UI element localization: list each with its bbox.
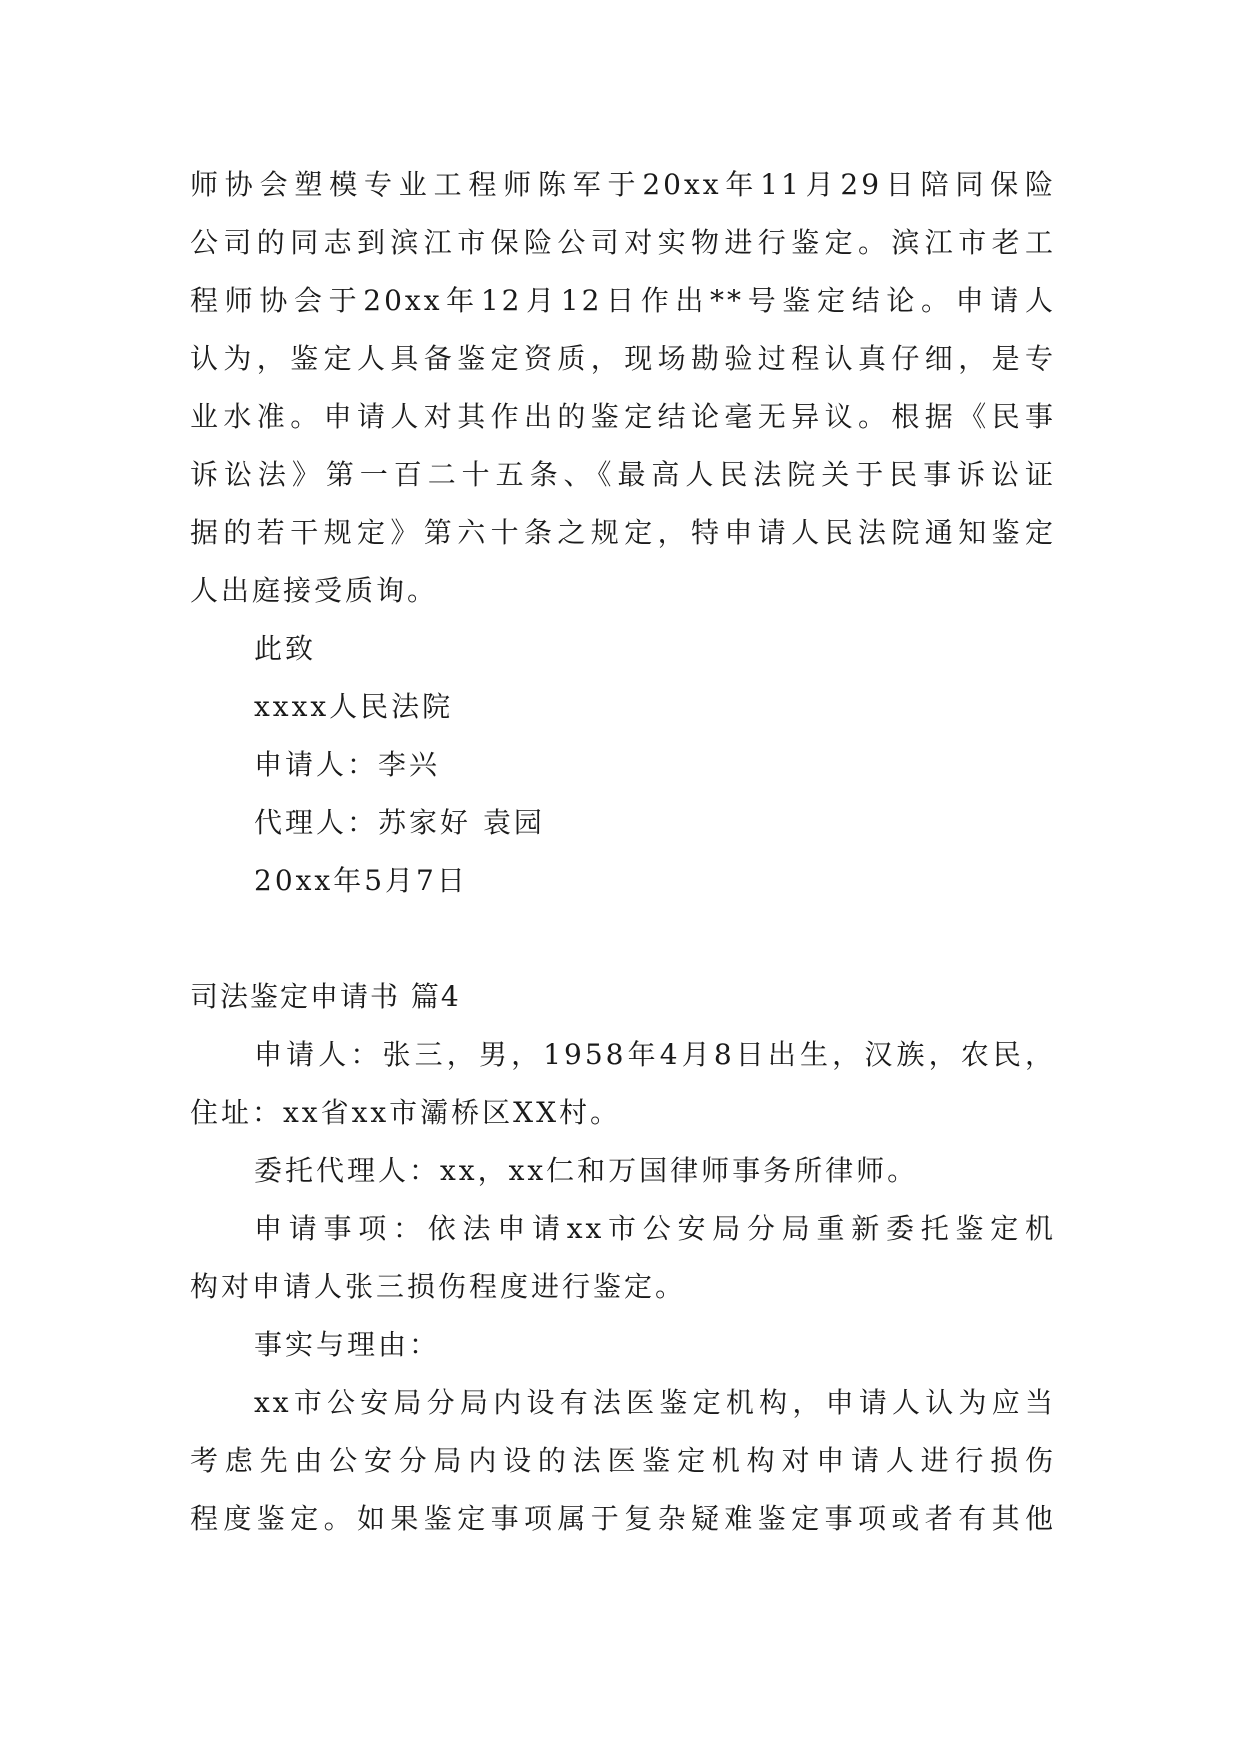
text-line: 人出庭接受质询。 — [190, 574, 439, 607]
section-4 — [190, 968, 1056, 1548]
closing-agent: 代理人：苏家好 袁园 — [254, 806, 545, 839]
text-line: 据的若干规定》第六十条之规定，特申请人民法院通知鉴定 — [190, 516, 1056, 549]
address-line: 住址：xx省xx市灞桥区XX村。 — [190, 1096, 622, 1129]
request-line: 构对申请人张三损伤程度进行鉴定。 — [190, 1270, 687, 1303]
text-line: 师协会塑模专业工程师陈军于20xx年11月29日陪同保险 — [190, 168, 1056, 201]
text-line: 业水准。申请人对其作出的鉴定结论毫无异议。根据《民事 — [190, 400, 1056, 433]
paragraph-appraisal-objection — [190, 156, 1056, 620]
closing-date: 20xx年5月7日 — [254, 864, 468, 897]
blank-line — [190, 910, 1056, 968]
closing-salutation: 此致 — [254, 632, 317, 665]
facts-line: xx市公安局分局内设有法医鉴定机构，申请人认为应当 — [254, 1386, 1056, 1419]
facts-line: 程度鉴定。如果鉴定事项属于复杂疑难鉴定事项或者有其他 — [190, 1502, 1056, 1535]
text-line: 程师协会于20xx年12月12日作出**号鉴定结论。申请人 — [190, 284, 1056, 317]
closing-applicant: 申请人：李兴 — [254, 748, 441, 781]
closing-court: xxxx人民法院 — [254, 690, 454, 723]
facts-line: 考虑先由公安分局内设的法医鉴定机构对申请人进行损伤 — [190, 1444, 1056, 1477]
section-heading: 司法鉴定申请书 篇4 — [190, 980, 461, 1013]
text-line: 公司的同志到滨江市保险公司对实物进行鉴定。滨江市老工 — [190, 226, 1056, 259]
closing-block — [190, 620, 1056, 910]
text-line: 诉讼法》第一百二十五条、《最高人民法院关于民事诉讼证 — [190, 458, 1056, 491]
agent-line: 委托代理人：xx，xx仁和万国律师事务所律师。 — [254, 1154, 919, 1187]
facts-heading: 事实与理由： — [254, 1328, 441, 1361]
applicant-line: 申请人：张三，男，1958年4月8日出生，汉族，农民， — [254, 1038, 1056, 1071]
request-line: 申请事项：依法申请xx市公安局分局重新委托鉴定机 — [254, 1212, 1056, 1245]
text-line: 认为，鉴定人具备鉴定资质，现场勘验过程认真仔细，是专 — [190, 342, 1056, 375]
document-body — [190, 156, 1056, 1548]
